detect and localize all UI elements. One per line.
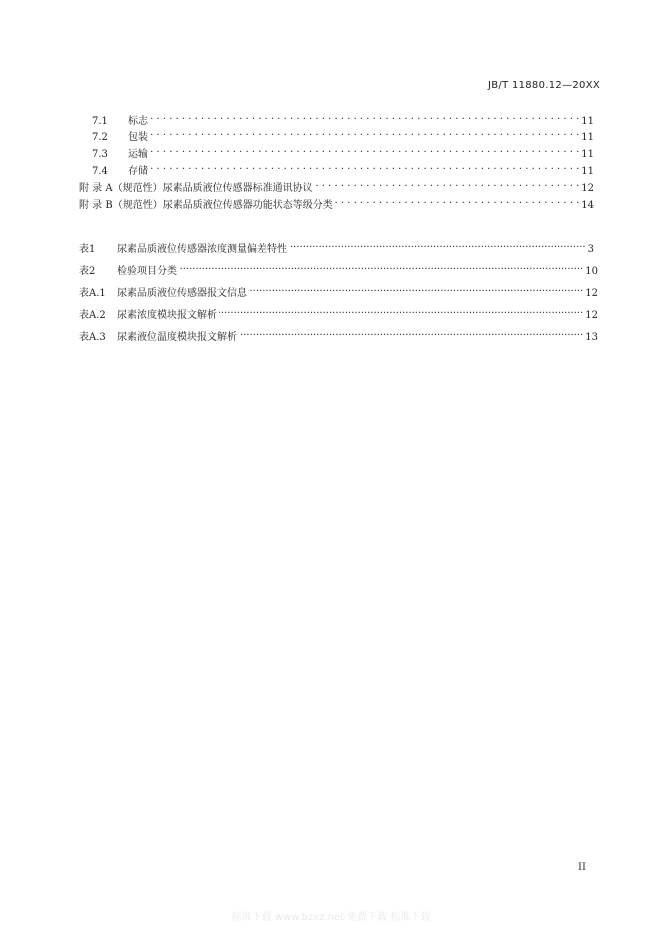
toc-entry-number: 7.4 bbox=[92, 166, 108, 177]
toc-entry-page: 11 bbox=[581, 116, 594, 127]
toc-leader-dots bbox=[289, 238, 586, 252]
toc-entry-title: （规范性）尿素品质液位传感器功能状态等级分类 bbox=[112, 200, 333, 211]
toc-entry-appendix-b[interactable] bbox=[79, 194, 594, 213]
table-list-number: 表2 bbox=[79, 266, 96, 277]
toc-entry-number: 附 录 B bbox=[79, 200, 113, 211]
toc-leader-dots bbox=[150, 126, 579, 140]
table-list-title: 尿素浓度模块报文解析 bbox=[117, 310, 217, 321]
toc-leader-dots bbox=[219, 304, 583, 318]
toc-entry-title: 运输 bbox=[128, 149, 148, 160]
table-list-entry-a2[interactable] bbox=[79, 304, 598, 323]
toc-entry-page: 11 bbox=[581, 166, 594, 177]
toc-leader-dots bbox=[150, 110, 579, 124]
table-list-entry-2[interactable] bbox=[79, 260, 598, 279]
toc-entry-number: 7.1 bbox=[92, 116, 108, 127]
table-list-entry-a3[interactable] bbox=[79, 326, 598, 345]
toc-entry-title: 包装 bbox=[128, 132, 148, 143]
toc-entry-page: 12 bbox=[581, 183, 594, 194]
table-list-page: 10 bbox=[585, 266, 598, 277]
table-list-entry-a1[interactable] bbox=[79, 282, 598, 301]
toc-entry-page: 11 bbox=[581, 149, 594, 160]
toc-entry-title: 标志 bbox=[128, 116, 148, 127]
document-code: JB/T 11880.12—20XX bbox=[487, 80, 600, 91]
toc-leader-dots bbox=[150, 160, 579, 174]
toc-entry-page: 14 bbox=[581, 200, 594, 211]
toc-leader-dots bbox=[315, 177, 580, 191]
toc-entry-page: 11 bbox=[581, 132, 594, 143]
toc-leader-dots bbox=[249, 282, 583, 296]
table-list-title: 尿素品质液位传感器报文信息 bbox=[117, 288, 247, 299]
table-list-title: 检验项目分类 bbox=[117, 266, 177, 277]
toc-leader-dots bbox=[239, 326, 583, 340]
page-number: II bbox=[578, 862, 586, 873]
table-list-entry-1[interactable] bbox=[79, 238, 594, 257]
toc-entry-title: 存储 bbox=[128, 166, 148, 177]
table-list-number: 表A.1 bbox=[79, 288, 106, 299]
toc-leader-dots bbox=[179, 260, 583, 274]
toc-leader-dots bbox=[150, 143, 579, 157]
table-list-number: 表A.2 bbox=[79, 310, 106, 321]
table-list-page: 12 bbox=[585, 288, 598, 299]
toc-entry-number: 7.2 bbox=[92, 132, 108, 143]
table-list-number: 表1 bbox=[79, 244, 96, 255]
table-list-page: 13 bbox=[585, 332, 598, 343]
table-list-page: 12 bbox=[585, 310, 598, 321]
toc-entry-number: 7.3 bbox=[92, 149, 108, 160]
table-list-title: 尿素品质液位传感器浓度测量偏差特性 bbox=[117, 244, 287, 255]
toc-entry-number: 附 录 A bbox=[79, 183, 113, 194]
table-list-page: 3 bbox=[587, 244, 594, 255]
table-list-title: 尿素液位温度模块报文解析 bbox=[117, 332, 237, 343]
toc-entry-title: （规范性）尿素品质液位传感器标准通讯协议 bbox=[112, 183, 313, 194]
watermark-text: 标准下载 www.bzxz.net 免费下载 标准下载 bbox=[231, 912, 431, 923]
table-list-number: 表A.3 bbox=[79, 332, 106, 343]
toc-leader-dots bbox=[335, 194, 580, 208]
